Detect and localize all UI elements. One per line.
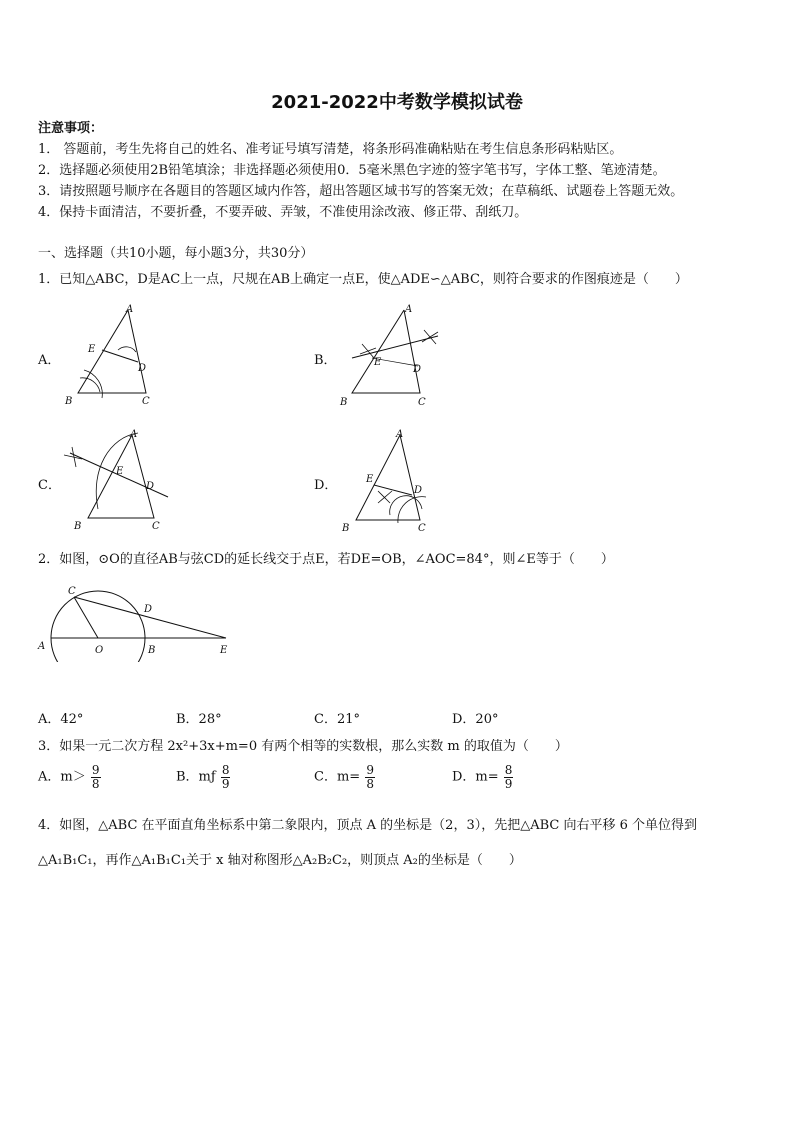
point-label: E — [88, 344, 96, 355]
option-prefix: B．mƒ — [176, 769, 216, 785]
fraction-denominator: 8 — [366, 776, 374, 791]
option-prefix: C．m= — [314, 769, 361, 785]
point-label: E — [116, 466, 124, 477]
point-label: A — [126, 304, 134, 315]
question-4-line-2: △A₁B₁C₁，再作△A₁B₁C₁关于 x 轴对称图形△A₂B₂C₂，则顶点 A₂的坐标是（ ） — [38, 853, 522, 868]
q3-option-d — [452, 764, 513, 790]
q1-figure-d — [338, 425, 448, 537]
notice-item: 2．选择题必须使用2B铅笔填涂；非选择题必须使用0．5毫米黑色字迹的签字笔书写，字体工整、笔迹清楚。 — [38, 163, 666, 178]
fraction-denominator: 9 — [504, 776, 513, 791]
q2-option-a: A．42° — [38, 712, 84, 727]
point-label: D — [413, 364, 422, 375]
q2-option-d: D．20° — [452, 712, 499, 727]
fraction-denominator: 9 — [221, 776, 230, 791]
point-label: B — [148, 645, 156, 656]
option-prefix: D．m= — [452, 769, 499, 785]
fraction-numerator: 8 — [504, 763, 513, 777]
q2-circle-figure — [36, 580, 236, 662]
point-label: C — [68, 586, 76, 597]
fraction — [504, 764, 514, 790]
q2-option-c: C．21° — [314, 712, 360, 727]
point-label: A — [130, 429, 138, 440]
point-label: O — [95, 645, 104, 656]
q1-option-d-label: D． — [314, 478, 338, 493]
point-label: D — [146, 481, 155, 492]
q3-option-a — [38, 764, 101, 790]
q1-figure-a — [60, 300, 170, 410]
point-label: E — [366, 474, 374, 485]
question-1-text: 1．已知△ABC，D是AC上一点，尺规在AB上确定一点E，使△ADE∽△ABC，则符合要求的作图痕迹是（ ） — [38, 272, 688, 287]
point-label: E — [374, 357, 382, 368]
q1-option-c-label: C． — [38, 478, 61, 493]
fraction — [221, 764, 231, 790]
section-heading: 一、选择题（共10小题，每小题3分，共30分） — [38, 246, 314, 261]
fraction-numerator: 9 — [366, 763, 374, 777]
q2-option-b: B．28° — [176, 712, 222, 727]
q3-option-b — [176, 764, 230, 790]
point-label: E — [220, 645, 228, 656]
point-label: D — [138, 363, 147, 374]
notice-item: 1． 答题前，考生先将自己的姓名、准考证号填写清楚，将条形码准确粘贴在考生信息条形码粘贴区。 — [38, 142, 623, 157]
point-label: D — [414, 485, 423, 496]
fraction — [365, 764, 375, 790]
point-label: B — [65, 396, 73, 407]
notice-heading: 注意事项： — [38, 121, 104, 136]
point-label: A — [396, 429, 404, 440]
fraction — [91, 764, 101, 790]
q1-option-b-label: B． — [314, 353, 337, 368]
point-label: D — [144, 604, 153, 615]
point-label: C — [418, 523, 426, 534]
question-2-text: 2．如图，⊙O的直径AB与弦CD的延长线交于点E，若DE=OB，∠AOC=84°，则∠E等于（ ） — [38, 552, 614, 567]
option-prefix: A．m＞ — [38, 769, 86, 785]
q3-option-c — [314, 764, 375, 790]
q1-figure-c — [60, 425, 180, 535]
q1-figure-b — [338, 300, 448, 410]
point-label: A — [405, 304, 413, 315]
q1-option-a-label: A． — [38, 353, 61, 368]
point-label: B — [74, 521, 82, 532]
notice-item: 4．保持卡面清洁，不要折叠，不要弄破、弄皱，不准使用涂改液、修正带、刮纸刀。 — [38, 205, 528, 220]
question-4-line-1: 4．如图，△ABC 在平面直角坐标系中第二象限内，顶点 A 的坐标是（2，3），先把△ABC 向右平移 6 个单位得到 — [38, 818, 698, 833]
point-label: C — [152, 521, 160, 532]
point-label: B — [340, 397, 348, 408]
point-label: C — [418, 397, 426, 408]
fraction-numerator: 9 — [91, 763, 100, 777]
question-3-text: 3．如果一元二次方程 2x²+3x+m=0 有两个相等的实数根，那么实数 m 的取值为（ ） — [38, 739, 568, 754]
exam-title: 2021-2022中考数学模拟试卷 — [271, 92, 523, 113]
point-label: A — [38, 641, 46, 652]
fraction-denominator: 8 — [91, 776, 100, 791]
fraction-numerator: 8 — [221, 763, 230, 777]
point-label: B — [342, 523, 350, 534]
notice-item: 3．请按照题号顺序在各题目的答题区域内作答，超出答题区域书写的答案无效；在草稿纸、试题卷上答题无效。 — [38, 184, 684, 199]
point-label: C — [142, 396, 150, 407]
